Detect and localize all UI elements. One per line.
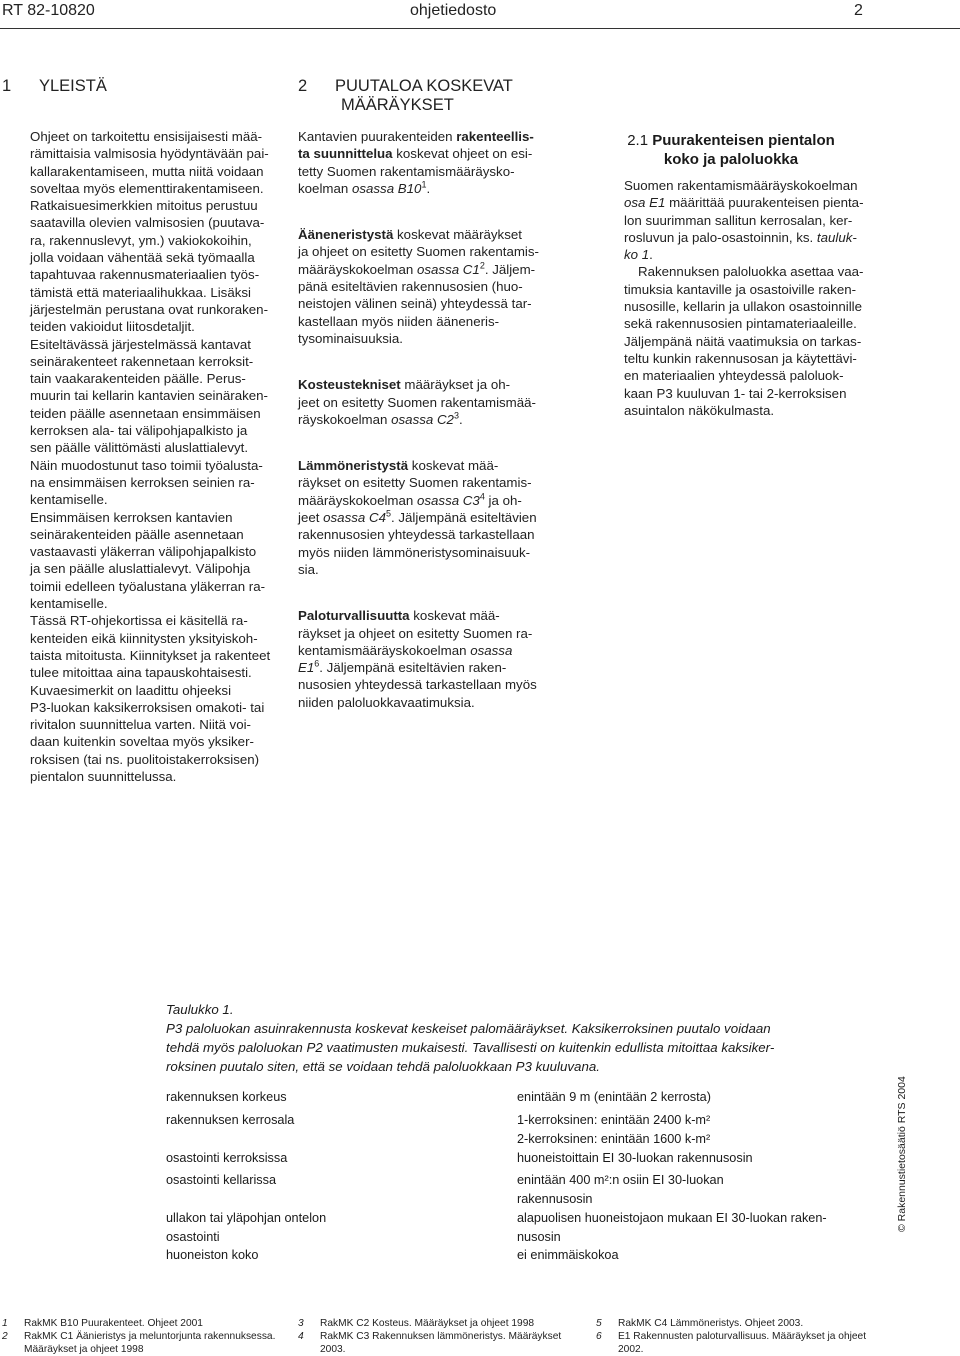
footnote-line [298,1330,583,1343]
footnote-line: 2002. [618,1344,644,1355]
footnote-ref: 6 [314,658,320,669]
table-cell-value-line: 1-kerroksinen: enintään 2400 k-m² [517,1113,711,1127]
footnote-col-3 [596,1317,886,1356]
section-2-paragraph-acoustic [298,226,572,347]
table-row-label [166,1149,496,1168]
table-cell-label-line: rakennuksen korkeus [166,1090,287,1104]
header-rule [0,28,960,29]
section-2-1-line: teltu kunkin rakennusosan ja käytettävi- [624,350,857,366]
text: kastellaan myös niiden ääneneris- [298,313,500,329]
text: jeet [298,510,324,526]
bold-term: ta suunnittelua [298,146,393,162]
section-1-line: jolla voidaan vähentää sekä työmaalla [30,250,255,266]
section-1-line: Ohjeet on tarkoitettu ensisijaisesti mää- [30,129,263,144]
footnote-line: Määräykset ja ohjeet 1998 [24,1344,144,1355]
section-1-line: kentamiselle. [30,596,108,612]
section-2-1-paragraph-1 [624,177,868,263]
footnote-text: RakMK C1 Äänieristys ja meluntorjunta rakennuksessa. [24,1331,276,1342]
section-1-line: Ensimmäisen kerroksen kantavien [30,509,233,525]
section-2-1-line: sekä rakennusosien pintamateriaaleille. [624,316,857,332]
text: . Jäljempänä esiteltävien raken- [319,660,507,676]
table-caption [166,1000,876,1076]
text: koelman [298,180,352,196]
text: määrittää puurakenteisen pienta- [665,195,864,211]
section-2-number: 2 [298,77,308,95]
table-row-value [517,1246,867,1265]
section-2-1-line: kaan P3 kuuluvan 1- tai 2-kerroksisen [624,385,847,401]
table-cell-value-line: nusosin [517,1230,561,1244]
reference: osassa C1 [416,261,480,277]
footnote-text: RakMK C4 Lämmöneristys. Ohjeet 2003. [618,1318,804,1329]
text: jeet on esitetty Suomen rakentamismää- [298,394,536,410]
section-1-line: Näin muodostunut taso toimii työalusta- [30,457,263,473]
section-1-line: P3-luokan kaksikerroksisen omakoti- tai [30,699,265,715]
text: kentamismääräyskokoelman [298,642,471,658]
copyright-notice: © Rakennustietosäätiö RTS 2004 [896,1076,908,1232]
table-row-label [166,1088,496,1107]
text: . [426,180,431,196]
section-2-paragraph-fire [298,607,572,711]
section-2-1-body [624,177,868,419]
table-cell-value-line: ei enimmäiskokoa [517,1248,619,1262]
section-2-paragraph-moisture [298,376,572,428]
bold-term: Lämmöneristystä [298,458,409,474]
text: määräyskokoelman [298,261,417,277]
section-2-title-line1: PUUTALOA KOSKEVAT [335,77,513,95]
reference: osassa C2 [391,411,454,427]
table-caption-line: tehdä myös paloluokan P2 vaatimusten mukaisesti. Tavallisesti on kuitenkin edullista mitoittaa kaksiker- [166,1040,775,1055]
reference: osassa B10 [351,180,422,196]
table-cell-value-line: enintään 9 m (enintään 2 kerrosta) [517,1090,711,1104]
footnote-col-1 [2,1317,287,1356]
footnote-text: RakMK C3 Rakennuksen lämmöneristys. Määräykset [320,1331,562,1342]
footnote-number: 5 [596,1318,602,1329]
section-2-1-line: Rakennuksen paloluokka asettaa vaa- [638,264,864,280]
section-1-line: taista mitoitusta. Kiinnitykset ja rakenteet [30,647,271,663]
text: koskevat ohjeet on esi- [392,146,533,162]
table-row-label [166,1171,496,1190]
table-row-value [517,1209,867,1247]
footnote-number: 3 [298,1318,304,1329]
section-1-line: tämistä että materiaalihukkaa. Lisäksi [30,284,251,300]
text: määräykset ja oh- [400,377,511,393]
footnote-number: 1 [2,1318,8,1329]
table-cell-value-line: enintään 400 m²:n osiin EI 30-luokan [517,1173,724,1187]
section-1-line: muurin tai kellarin kantavien seinäraken- [30,388,268,404]
section-1-line: tapahtuvaa rakennusmateriaalien työs- [30,267,260,283]
section-1-line: teiden päälle asennetaan ensimmäisen [30,405,261,421]
section-1-line: saatavilla olevien valmisosien (puutava- [30,215,265,231]
table-row-label [166,1111,496,1130]
text: . [458,411,463,427]
text: nusosien yhteydessä tarkastellaan myös [298,677,537,693]
section-2-1-line: en materiaalien yhteydessä paloluok- [624,368,844,384]
text: räykset ja ohjeet on esitetty Suomen ra- [298,625,533,641]
section-1-line: na ensimmäisen kerroksen seinien ra- [30,474,255,490]
text: koskevat määräykset [393,227,522,243]
table-cell-label-line: osastointi kerroksissa [166,1151,288,1165]
footnote-line [2,1330,287,1343]
section-1-line: seinärakenteiden päälle asennetaan [30,526,244,542]
text: Suomen rakentamismääräyskokoelman [624,178,858,193]
page-number: 2 [854,2,863,19]
reference: tauluk- [816,229,857,245]
footnote-line [596,1330,886,1343]
text: tetty Suomen rakentamismääräysko- [298,163,515,179]
text: koskevat mää- [408,458,499,474]
section-1-line: Esiteltävässä järjestelmässä kantavat [30,336,251,352]
text: ja oh- [484,492,522,508]
text: räykset on esitetty Suomen rakentamis- [298,475,532,491]
text: rosluvun ja palo-osastoinnin, ks. [624,229,817,245]
text: . [649,247,653,263]
table-label: Taulukko 1. [166,1002,234,1017]
section-1-line: Tässä RT-ohjekortissa ei käsitellä ra- [30,613,248,629]
section-2-1-paragraph-2 [624,263,868,419]
section-2-body [298,128,572,721]
header-doc-type: ohjetiedosto [410,2,497,19]
table-row-label [166,1209,496,1247]
section-1-line: järjestelmän perustana ovat runkoraken- [30,301,268,317]
text: myös niiden lämmöneristysominaisuuk- [298,544,531,560]
footnote [2,1317,287,1330]
section-1-line: soveltaa myös elementtirakentamiseen. [30,180,264,196]
footnote [2,1330,287,1356]
text: lon suurimman sallitun kerrosalan, ker- [624,212,853,228]
section-1-line: kentamiselle. [30,492,108,508]
reference: osa E1 [624,195,666,211]
footnote-line: 2003. [320,1344,346,1355]
footnote [298,1317,583,1330]
section-2-1-title-line2: koko ja paloluokka [663,151,799,168]
text: sia. [298,561,319,577]
table-cell-label-line: ullakon tai yläpohjan ontelon [166,1211,327,1225]
text: pänä esiteltävien rakennusosien (huo- [298,279,523,295]
table-cell-label-line: huoneiston koko [166,1248,259,1262]
reference: osassa [470,642,513,658]
section-2-1-number: 2.1 [627,132,649,149]
footnote-ref: 2 [479,260,485,271]
section-1-line: sen päälle välittömästi aluslattialevyt. [30,440,249,456]
text: rakennusosien yhteydessä tarkastellaan [298,527,535,543]
text: määräyskokoelman [298,492,417,508]
table-row-label [166,1246,496,1265]
section-1-line: roksisen (tai ns. puolitoistakerroksisen) [30,751,260,767]
table-row-value [517,1171,867,1209]
section-2-title-line2: MÄÄRÄYKSET [341,96,454,114]
section-1-line: Ratkaisuesimerkkien mitoitus perustuu [30,198,258,214]
footnote-number: 6 [596,1331,602,1342]
section-1-number: 1 [2,77,12,95]
table-cell-value-line: huoneistoittain EI 30-luokan rakennusosin [517,1151,753,1165]
section-1-line: tain vaakarakenteiden päälle. Perus- [30,371,246,387]
section-1-line: kerroksen ala- tai välipohjapalkisto ja [30,423,248,439]
section-1-line: seinärakenteet rakennetaan kerroksit- [30,353,254,369]
section-1-line: rivitalon suunnittelua varten. Niitä voi- [30,717,251,733]
section-2-heading [298,77,513,115]
table-cell-label-line: osastointi kellarissa [166,1173,277,1187]
section-1-line: ra, rakennuslevyt, ym.) vakiokokoihin, [30,232,252,248]
section-1-line: teiden vakioidut liitosdetaljit. [30,319,195,335]
section-1-line: daan kuitenkin soveltaa myös yksiker- [30,734,254,750]
bold-term: Paloturvallisuutta [298,608,410,624]
footnote [596,1317,886,1330]
table-row-value [517,1111,867,1149]
table-row-value [517,1088,867,1107]
footnote-line [298,1317,583,1330]
section-2-1-line: timuksia kantaville ja osastoiville raken- [624,281,857,297]
section-1-line: kenteiden eikä kiinnitysten yksityiskoh- [30,630,258,646]
reference: osassa C3 [416,492,480,508]
footnote-text: RakMK C2 Kosteus. Määräykset ja ohjeet 1998 [320,1318,535,1329]
section-1-body [30,128,277,785]
footnote-line [596,1317,886,1330]
footnote-text: RakMK B10 Puurakenteet. Ohjeet 2001 [24,1318,203,1329]
footnote-number: 4 [298,1331,304,1342]
section-1-line: vastaavasti yläkerran välipohjapalkisto [30,544,257,560]
text: tysominaisuuksia. [298,330,403,346]
text: . Jäljempänä esiteltävien [390,510,537,526]
table-row-value [517,1149,867,1168]
footnote-ref: 1 [421,179,427,190]
section-2-1-heading [596,131,866,169]
section-1-line: pientalon suunnittelussa. [30,768,177,784]
footnote-ref: 3 [453,410,459,421]
bold-term: Kosteustekniset [298,377,401,393]
reference: E1 [298,660,315,676]
reference: ko 1 [624,247,650,263]
footnote-ref: 4 [479,491,485,502]
header-doc-code: RT 82-10820 [2,2,95,19]
footnote [298,1330,583,1356]
section-1-line: toimii edelleen työalustana yläkerran ra- [30,578,266,594]
table-cell-value-line: alapuolisen huoneistojaon mukaan EI 30-luokan raken- [517,1211,827,1225]
table-cell-value-line: rakennusosin [517,1192,593,1206]
text: ja ohjeet on esitetty Suomen rakentamis- [298,244,539,260]
text: Kantavien puurakenteiden [298,129,457,144]
section-2-1-line: Jäljempänä näitä vaatimuksia on tarkas- [624,333,862,349]
reference: osassa C4 [323,510,386,526]
text: räyskokoelman [298,411,392,427]
section-2-1-line: nusosille, kellarin ja ullakon osastoinnille [624,299,863,315]
section-1-line: rämittaisia valmisosia hyödyntävään pai- [30,146,269,162]
bold-term: Ääneneristystä [298,227,394,243]
table-cell-label-line: osastointi [166,1230,220,1244]
section-1-line: ja sen päälle aluslattialevyt. Välipohja [30,561,251,577]
text: . Jäljem- [484,261,536,277]
table-caption-line: P3 paloluokan asuinrakennusta koskevat keskeiset palomääräykset. Kaksikerroksinen puutalo voidaan [166,1021,771,1036]
footnote-line [2,1317,287,1330]
footnote-number: 2 [2,1331,8,1342]
text: niiden paloluokkavaatimuksia. [298,694,475,710]
section-2-1-title-line1: Puurakenteisen pientalon [648,132,835,149]
section-1-line: Kuvaesimerkit on laadittu ohjeeksi [30,682,232,698]
section-1-line: tulee mitoittaa aina tapauskohtaisesti. [30,665,252,681]
table-caption-line: roksinen puutalo siten, että se voidaan tehdä paloluokkaan P3 kuuluvana. [166,1059,600,1074]
table-cell-label-line: rakennuksen kerrosala [166,1113,295,1127]
text: koskevat mää- [409,608,500,624]
section-1-title: YLEISTÄ [39,77,107,95]
footnote-col-2 [298,1317,583,1356]
section-1-line: kallarakentamiseen, mutta niitä voidaan [30,163,264,179]
section-2-1-line: asuintalon näkökulmasta. [624,402,775,418]
text: neistojen välinen seinä) yhteydessä tar- [298,296,532,312]
section-2-paragraph-structural [298,128,572,197]
footnote [596,1330,886,1356]
bold-term: rakenteellis- [456,129,534,144]
footnote-text: E1 Rakennusten paloturvallisuus. Määräykset ja ohjeet [618,1331,867,1342]
section-1-heading [2,77,107,96]
footnote-ref: 5 [385,508,391,519]
table-cell-value-line: 2-kerroksinen: enintään 1600 k-m² [517,1132,711,1146]
section-2-paragraph-thermal [298,457,572,578]
